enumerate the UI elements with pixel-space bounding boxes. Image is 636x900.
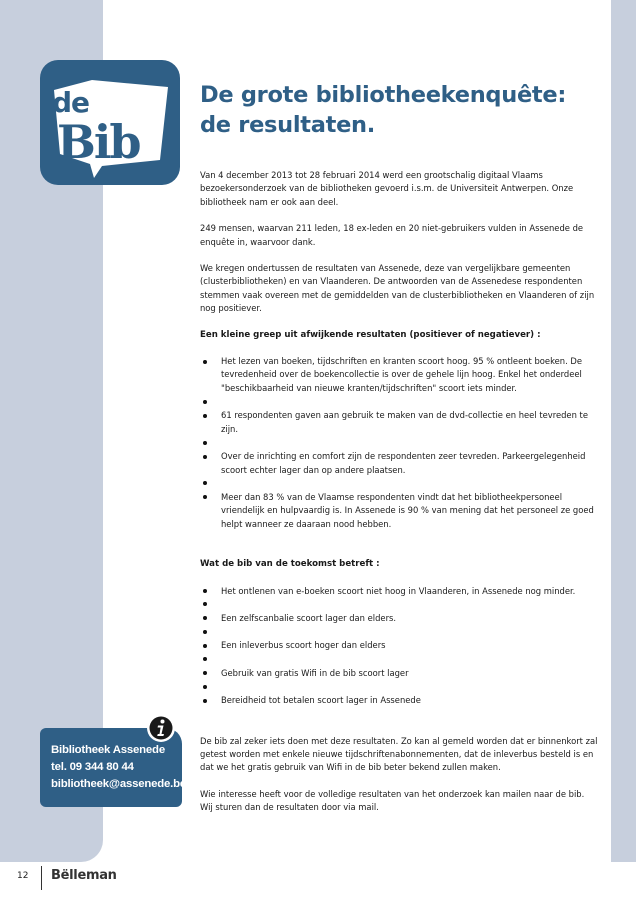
list-item: Het lezen van boeken, tijdschriften en kranten scoort hoog. 95 % ontleent boeken. De tevredenheid over de boekencollectie is over de gehele lijn hoog. Enkel het onderdeel "beschikbaarheid van nieuwe kranten/tijdschriften" scoort iets minder.: [200, 355, 598, 395]
contact-email[interactable]: bibliotheek@assenede.be: [51, 778, 187, 790]
list-item: 61 respondenten gaven aan gebruik te maken van de dvd-collectie en heel tevreden te zijn.: [200, 409, 598, 436]
contact-phone: tel. 09 344 80 44: [51, 761, 134, 773]
list-item: Meer dan 83 % van de Vlaamse respondenten vindt dat het bibliotheekpersoneel vriendelijk en hulpvaardig is. In Assenede is 90 % van mening dat het personeel ze goed helpt wanneer ze daaraan nood hebben.: [200, 491, 598, 531]
right-side-band: [611, 0, 636, 862]
logo-text-bib: Bib: [57, 115, 140, 169]
list-item: Gebruik van gratis Wifi in de bib scoort lager: [200, 667, 598, 680]
section2-heading: Wat de bib van de toekomst betreft :: [200, 559, 380, 570]
list-item: Een inleverbus scoort hoger dan elders: [200, 639, 598, 652]
list-item: Een zelfscanbalie scoort lager dan elders.: [200, 612, 598, 625]
contact-details: [51, 742, 186, 793]
footer-divider: [41, 866, 42, 890]
info-icon: [146, 713, 176, 743]
section2-list: [200, 585, 598, 708]
page-number: 12: [17, 871, 29, 881]
closing-paragraph-2: Wie interesse heeft voor de volledige resultaten van het onderzoek kan mailen naar de bib. Wij sturen dan de resultaten door via mail.: [200, 788, 585, 813]
page-title-line1: De grote bibliotheekenquête:: [200, 82, 567, 108]
intro-paragraph-2: 249 mensen, waarvan 211 leden, 18 ex-leden en 20 niet-gebruikers vulden in Assenede de enquête in, waarvoor dank.: [200, 223, 584, 247]
page-title-line2: de resultaten.: [200, 112, 375, 138]
closing-paragraph-1: De bib zal zeker iets doen met deze resultaten. Zo kan al gemeld worden dat er binnenkort zal getest worden met enkele nieuwe tijdschriftenabonnementen, dat de inleverbus besteld is en dat we het gratis gebruik van Wifi in de bib beter bekend zullen maken.: [200, 735, 598, 773]
section1-heading: Een kleine greep uit afwijkende resultaten (positiever of negatiever) :: [200, 329, 541, 340]
logo-text-de: de: [52, 86, 90, 119]
list-item: Bereidheid tot betalen scoort lager in Assenede: [200, 694, 598, 707]
article-body: [200, 169, 598, 815]
intro-paragraph-3: We kregen ondertussen de resultaten van Assenede, deze van vergelijkbare gemeenten (clusterbibliotheken) en van Vlaanderen. De antwoorden van de Assenedese respondenten stemmen vaak overeen met de gemiddelden van de clusterbibliotheken en Vlaanderen of zijn nog positiever.: [200, 263, 595, 314]
publication-brand: Bëlleman: [51, 868, 117, 883]
list-item: Het ontlenen van e-boeken scoort niet hoog in Vlaanderen, in Assenede nog minder.: [200, 585, 598, 598]
intro-paragraph-1: Van 4 december 2013 tot 28 februari 2014 werd een grootschalig digitaal Vlaams bezoekersonderzoek van de bibliotheken gevoerd i.s.m. de Universiteit Antwerpen. Onze bibliotheek nam er ook aan deel.: [200, 170, 574, 207]
section1-list: [200, 355, 598, 531]
page-title: [200, 80, 605, 140]
contact-name: Bibliotheek Assenede: [51, 744, 165, 756]
list-item: Over de inrichting en comfort zijn de respondenten zeer tevreden. Parkeergelegenheid scoort echter lager dan op andere plaatsen.: [200, 450, 598, 477]
